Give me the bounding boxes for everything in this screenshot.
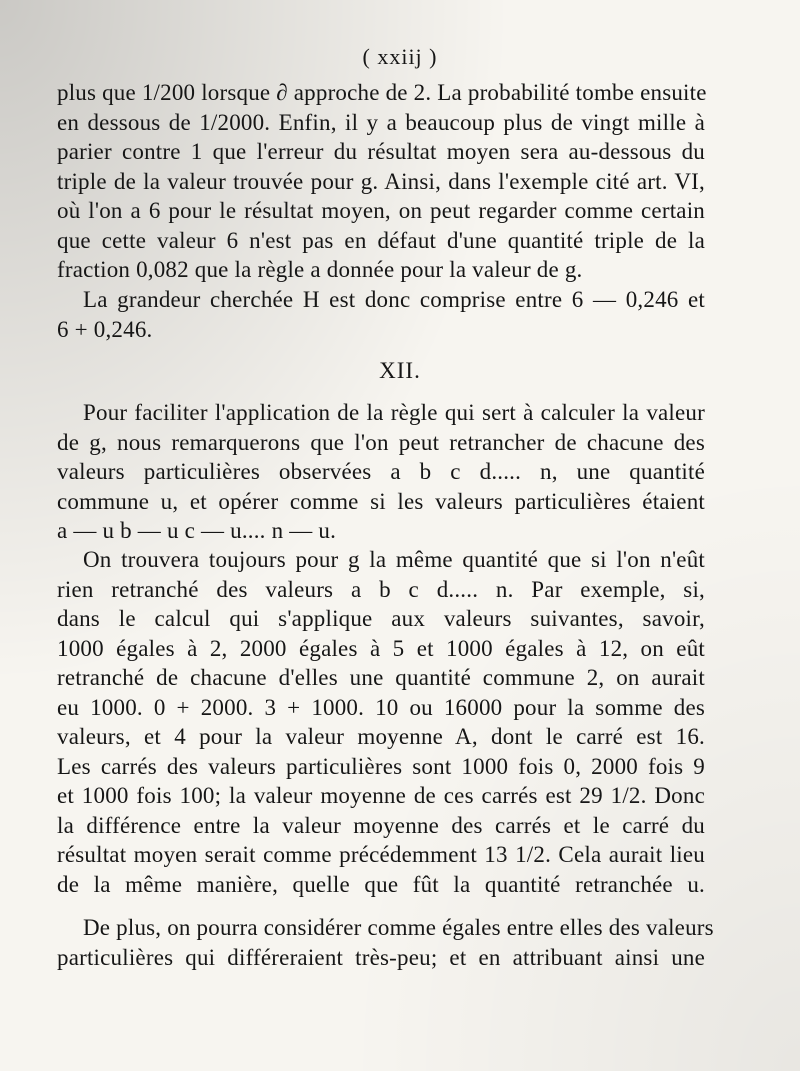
text-line: dans le calcul qui s'applique aux valeurs suivantes, savoir, bbox=[57, 606, 705, 631]
text-line: a — u b — u c — u.... n — u. bbox=[57, 518, 337, 543]
text-line: de la même manière, quelle que fût la quantité retranchée u. bbox=[57, 871, 705, 897]
text-line: On trouvera toujours pour g la même quantité que si l'on n'eût bbox=[83, 547, 705, 572]
text-line: retranché de chacune d'elles une quantité commune 2, on aurait bbox=[57, 665, 705, 690]
text-line: résultat moyen serait comme précédemment 13 1/2. Cela aurait lieu bbox=[57, 842, 705, 867]
text-line: rien retranché des valeurs a b c d..... n. Par exemple, si, bbox=[57, 576, 705, 602]
text-line: plus que 1/200 lorsque ∂ approche de 2. La probabilité tombe ensuite bbox=[57, 80, 707, 105]
text-line: 6 + 0,246. bbox=[57, 316, 153, 342]
page-header: ( xxiij ) bbox=[362, 44, 438, 69]
text-line: et 1000 fois 100; la valeur moyenne de ces carrés est 29 1/2. Donc bbox=[57, 783, 705, 808]
text-line: commune u, et opérer comme si les valeurs particulières étaient bbox=[57, 488, 705, 514]
text-line: valeurs particulières observées a b c d..... n, une quantité bbox=[57, 459, 705, 484]
text-line: Pour faciliter l'application de la règle qui sert à calculer la valeur bbox=[83, 400, 705, 425]
text-line: valeurs, et 4 pour la valeur moyenne A, dont le carré est 16. bbox=[57, 724, 705, 749]
text-line: la différence entre la valeur moyenne des carrés et le carré du bbox=[57, 812, 705, 838]
paragraph-5 bbox=[57, 913, 714, 972]
text-line: que cette valeur 6 n'est pas en défaut d'une quantité triple de la bbox=[57, 227, 705, 253]
text-line: eu 1000. 0 + 2000. 3 + 1000. 10 ou 16000 pour la somme des bbox=[57, 694, 705, 720]
text-line: où l'on a 6 pour le résultat moyen, on peut regarder comme certain bbox=[57, 198, 705, 223]
text-line: La grandeur cherchée H est donc comprise entre 6 — 0,246 et bbox=[83, 287, 705, 312]
text-line: 1000 égales à 2, 2000 égales à 5 et 1000 égales à 12, on eût bbox=[57, 635, 705, 661]
section-heading: XII. bbox=[379, 358, 421, 383]
text-line: triple de la valeur trouvée pour g. Ainsi, dans l'exemple cité art. VI, bbox=[57, 168, 705, 194]
text-line: parier contre 1 que l'erreur du résultat moyen sera au-dessous du bbox=[57, 139, 705, 164]
paragraph-4 bbox=[57, 545, 705, 899]
text-line: particulières qui différeraient très-peu; et en attribuant ainsi une bbox=[57, 944, 705, 970]
paragraph-3 bbox=[57, 398, 705, 546]
text-line: De plus, on pourra considérer comme égales entre elles des valeurs bbox=[83, 915, 714, 940]
text-line: en dessous de 1/2000. Enfin, il y a beaucoup plus de vingt mille à bbox=[57, 109, 705, 135]
paragraph-2 bbox=[57, 285, 705, 344]
paragraph-1 bbox=[57, 78, 705, 285]
text-line: fraction 0,082 que la règle a donnée pour la valeur de g. bbox=[57, 257, 583, 282]
text-line: Les carrés des valeurs particulières sont 1000 fois 0, 2000 fois 9 bbox=[57, 753, 705, 779]
text-line: de g, nous remarquerons que l'on peut retrancher de chacune des bbox=[57, 429, 705, 455]
